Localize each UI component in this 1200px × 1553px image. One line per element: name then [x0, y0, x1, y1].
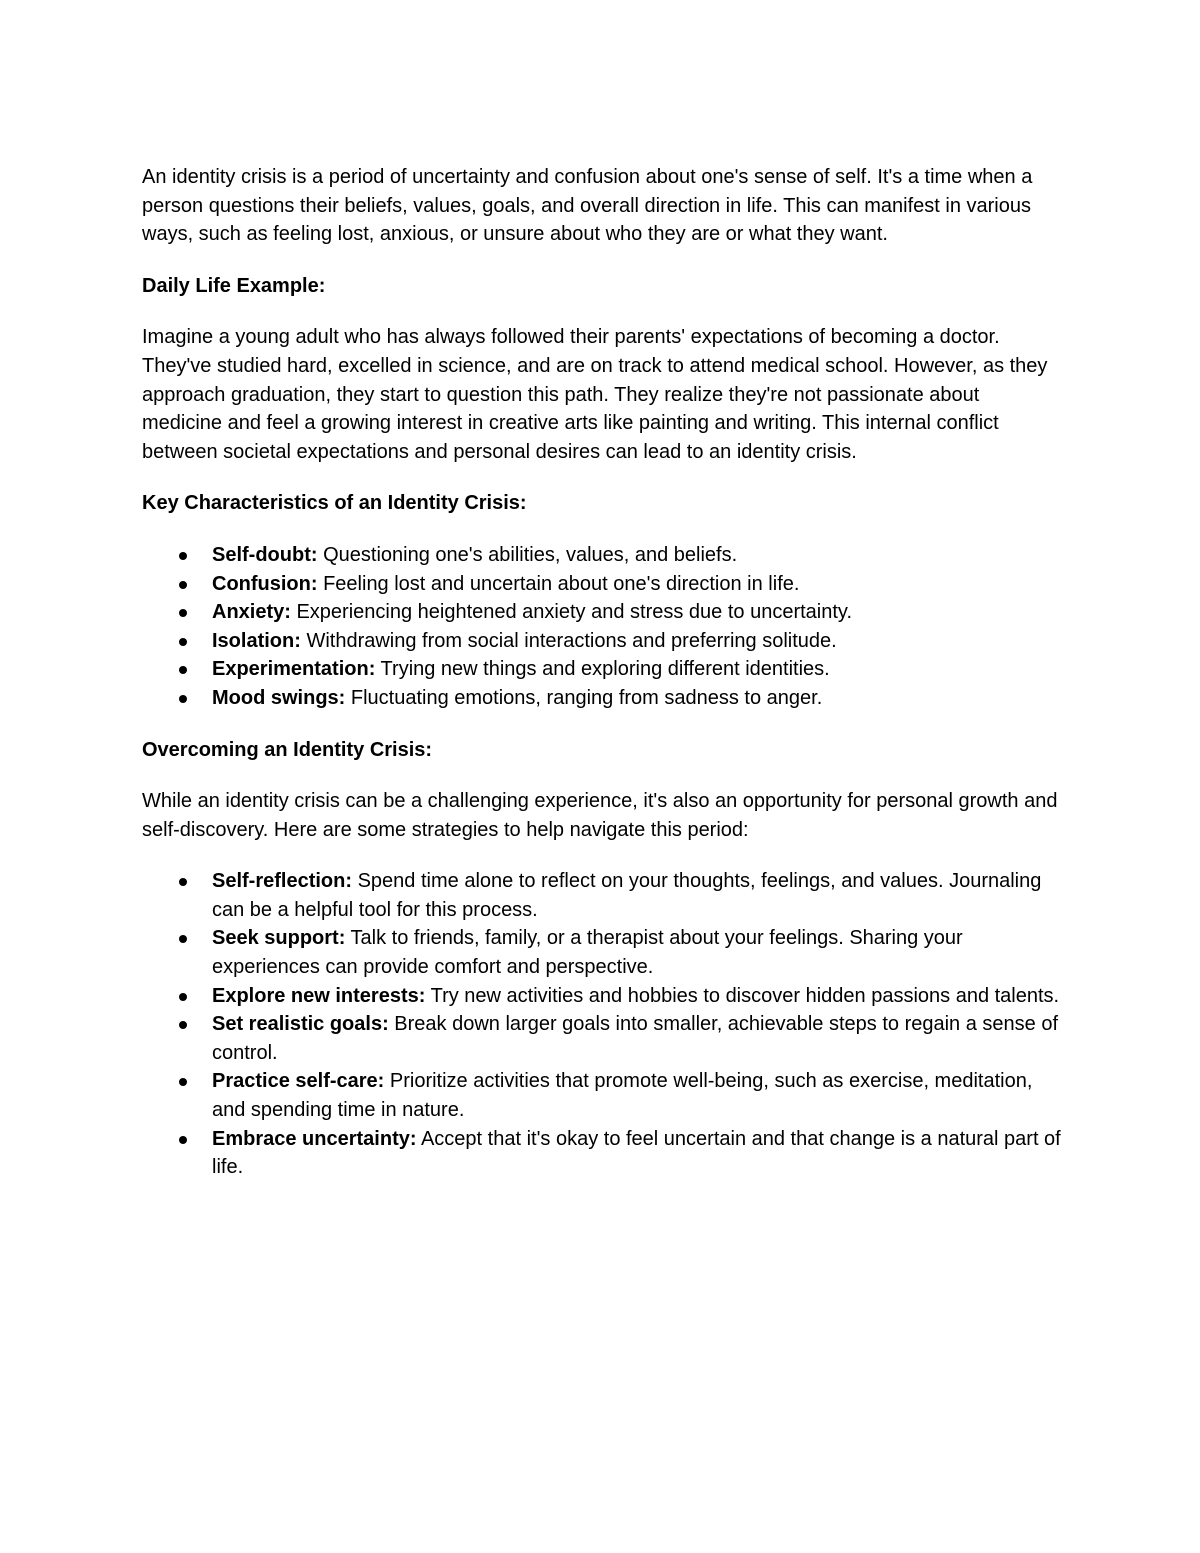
bullet-icon [179, 581, 187, 589]
key-characteristics-heading: Key Characteristics of an Identity Crisis: [142, 492, 527, 515]
bullet-icon [179, 1021, 187, 1029]
daily-life-example-heading: Daily Life Example: [142, 274, 326, 297]
item-term: Practice self-care: [212, 1070, 385, 1093]
item-text: Questioning one's abilities, values, and beliefs. [317, 543, 738, 566]
list-item [142, 541, 1062, 570]
item-term: Self-reflection: [212, 870, 353, 893]
overcoming-paragraph: While an identity crisis can be a challenging experience, it's also an opportunity for personal growth and self-discovery. Here are some strategies to help navigate this period: [142, 790, 1058, 841]
item-text: Break down larger goals into smaller, achievable steps to regain a sense of control. [212, 1013, 1059, 1064]
item-text: Spend time alone to reflect on your thoughts, feelings, and values. Journaling can be a helpful tool for this process. [212, 870, 1042, 921]
bullet-icon [179, 1078, 187, 1086]
item-text: Talk to friends, family, or a therapist about your feelings. Sharing your experiences can provide comfort and perspective. [212, 927, 963, 979]
item-term: Mood swings: [212, 686, 346, 709]
list-item [142, 598, 1062, 627]
item-term: Embrace uncertainty: [212, 1127, 417, 1150]
bullet-icon [179, 935, 187, 943]
item-term: Explore new interests: [212, 984, 426, 1007]
item-text: Try new activities and hobbies to discover hidden passions and talents. [425, 984, 1060, 1007]
item-term: Isolation: [212, 629, 301, 652]
bullet-icon [179, 666, 187, 674]
item-term: Set realistic goals: [212, 1013, 389, 1036]
item-term: Self-doubt: [212, 543, 318, 566]
intro-paragraph: An identity crisis is a period of uncertainty and confusion about one's sense of self. It's a time when a person questions their beliefs, values, goals, and overall direction in life. This can manifest in various ways, such as feeling lost, anxious, or unsure about who they are or what they want. [142, 166, 1033, 246]
overcoming-heading: Overcoming an Identity Crisis: [142, 738, 433, 761]
item-term: Seek support: [212, 927, 346, 950]
item-text: Trying new things and exploring different identities. [375, 658, 830, 681]
item-text: Fluctuating emotions, ranging from sadness to anger. [345, 686, 823, 709]
bullet-icon [179, 878, 187, 886]
daily-life-example-paragraph: Imagine a young adult who has always followed their parents' expectations of becoming a doctor. They've studied hard, excelled in science, and are on track to attend medical school. However, as they approach graduation, they start to question this path. They realize they're not passionate about medicine and feel a growing interest in creative arts like painting and writing. This internal conflict between societal expectations and personal desires can lead to an identity crisis. [142, 326, 1048, 463]
item-term: Anxiety: [212, 601, 291, 624]
list-item [142, 570, 1062, 599]
list-item [142, 627, 1062, 656]
list-item [142, 1067, 1062, 1124]
bullet-icon [179, 1136, 187, 1144]
item-text: Feeling lost and uncertain about one's direction in life. [317, 572, 800, 595]
list-item [142, 655, 1062, 684]
list-item [142, 1010, 1062, 1067]
strategies-list [142, 867, 1062, 1182]
item-term: Confusion: [212, 572, 318, 595]
list-item [142, 1125, 1062, 1182]
bullet-icon [179, 993, 187, 1001]
bullet-icon [179, 638, 187, 646]
bullet-icon [179, 552, 187, 560]
item-text: Accept that it's okay to feel uncertain and that change is a natural part of life. [212, 1127, 1061, 1179]
bullet-icon [179, 609, 187, 617]
list-item [142, 982, 1062, 1011]
item-text: Experiencing heightened anxiety and stress due to uncertainty. [290, 601, 852, 624]
item-text: Withdrawing from social interactions and preferring solitude. [300, 629, 837, 652]
bullet-icon [179, 695, 187, 703]
item-term: Experimentation: [212, 658, 376, 681]
characteristics-list [142, 541, 1062, 713]
list-item [142, 867, 1062, 924]
list-item [142, 924, 1062, 981]
document-page [142, 163, 1062, 1205]
item-text: Prioritize activities that promote well-being, such as exercise, meditation, and spending time in nature. [212, 1070, 1033, 1122]
list-item [142, 684, 1062, 713]
